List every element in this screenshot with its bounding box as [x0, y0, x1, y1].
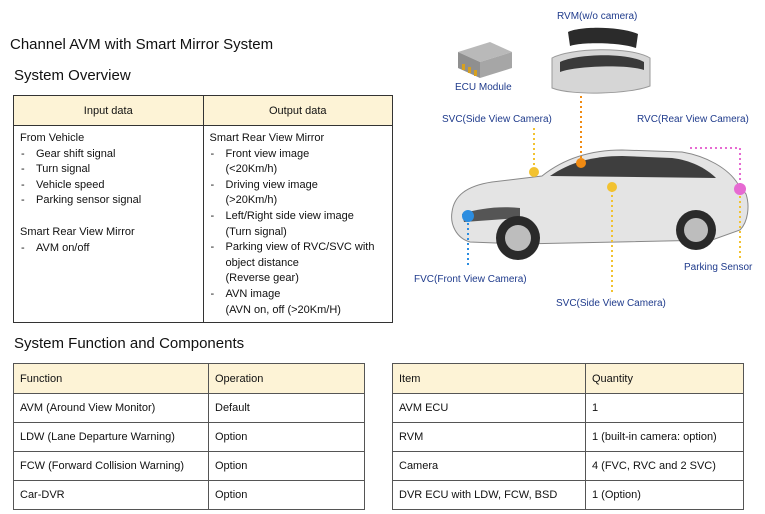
car-icon — [452, 150, 748, 260]
label-fvc: FVC(Front View Camera) — [414, 274, 527, 285]
list-item: - Parking sensor signal — [20, 193, 197, 209]
function-table — [13, 363, 365, 510]
table-row — [14, 452, 365, 481]
label-ecu: ECU Module — [455, 82, 512, 93]
component-item: DVR ECU with LDW, FCW, BSD — [393, 481, 586, 510]
list-item — [210, 209, 387, 240]
list-item — [210, 178, 387, 209]
svc-right-dot — [607, 182, 617, 192]
table-row — [393, 394, 744, 423]
input-group1-title: From Vehicle — [20, 132, 85, 144]
header-output: Output data — [203, 96, 393, 126]
output-title: Smart Rear View Mirror — [209, 132, 325, 144]
item-sub: (Reverse gear) — [225, 272, 299, 285]
function-operation: Option — [209, 452, 365, 481]
table-row — [14, 394, 365, 423]
svc-left-dot — [529, 167, 539, 177]
output-cell — [203, 126, 393, 323]
item-main: Front view image — [225, 147, 310, 160]
header-item: Item — [393, 364, 586, 394]
item-sub: (>20Km/h) — [225, 194, 278, 207]
function-operation: Option — [209, 481, 365, 510]
function-name: AVM (Around View Monitor) — [14, 394, 209, 423]
page-title: Channel AVM with Smart Mirror System — [10, 36, 274, 53]
ecu-module-icon — [458, 42, 512, 78]
item-main: Left/Right side view image — [225, 209, 354, 222]
component-item: AVM ECU — [393, 394, 586, 423]
table-row — [14, 481, 365, 510]
function-operation: Default — [209, 394, 365, 423]
output-list — [210, 147, 387, 319]
input-cell — [14, 126, 204, 323]
function-name: FCW (Forward Collision Warning) — [14, 452, 209, 481]
input-group2-list — [20, 241, 197, 257]
list-item: - Gear shift signal — [20, 147, 197, 163]
rvm-mirror-icon — [552, 28, 650, 93]
label-parking: Parking Sensor — [684, 262, 753, 273]
header-quantity: Quantity — [586, 364, 744, 394]
list-item: - AVM on/off — [20, 241, 197, 257]
table-row — [393, 423, 744, 452]
function-heading: System Function and Components — [14, 335, 245, 352]
label-rvm: RVM(w/o camera) — [557, 11, 638, 22]
function-name: Car-DVR — [14, 481, 209, 510]
list-item — [210, 287, 387, 318]
rvc-dot — [734, 183, 746, 195]
fvc-dot — [462, 210, 474, 222]
label-svc-top: SVC(Side View Camera) — [442, 114, 552, 125]
list-item: - Turn signal — [20, 162, 197, 178]
rvm-camera-dot — [576, 158, 586, 168]
input-group2-title: Smart Rear View Mirror — [20, 225, 135, 238]
table-row — [14, 423, 365, 452]
item-main: Parking view of RVC/SVC with object distance — [225, 241, 375, 269]
list-item — [210, 240, 387, 287]
list-item: - Vehicle speed — [20, 178, 197, 194]
function-operation: Option — [209, 423, 365, 452]
header-input: Input data — [14, 96, 204, 126]
list-item — [210, 147, 387, 178]
table-row — [393, 481, 744, 510]
overview-heading: System Overview — [14, 67, 131, 84]
label-rvc: RVC(Rear View Camera) — [637, 114, 749, 125]
item-sub: (AVN on, off (>20Km/H) — [225, 303, 341, 316]
header-function: Function — [14, 364, 209, 394]
overview-table — [13, 95, 393, 323]
item-main: Driving view image — [225, 178, 318, 191]
header-operation: Operation — [209, 364, 365, 394]
input-group1-list — [20, 147, 197, 209]
component-item: RVM — [393, 423, 586, 452]
component-quantity: 1 — [586, 394, 744, 423]
item-sub: (Turn signal) — [225, 225, 287, 238]
component-quantity: 1 (Option) — [586, 481, 744, 510]
function-name: LDW (Lane Departure Warning) — [14, 423, 209, 452]
component-item: Camera — [393, 452, 586, 481]
item-main: AVN image — [225, 287, 281, 300]
item-sub: (<20Km/h) — [225, 163, 278, 176]
table-row — [393, 452, 744, 481]
component-quantity: 1 (built-in camera: option) — [586, 423, 744, 452]
label-svc-bottom: SVC(Side View Camera) — [556, 298, 666, 309]
components-table — [392, 363, 744, 510]
component-quantity: 4 (FVC, RVC and 2 SVC) — [586, 452, 744, 481]
